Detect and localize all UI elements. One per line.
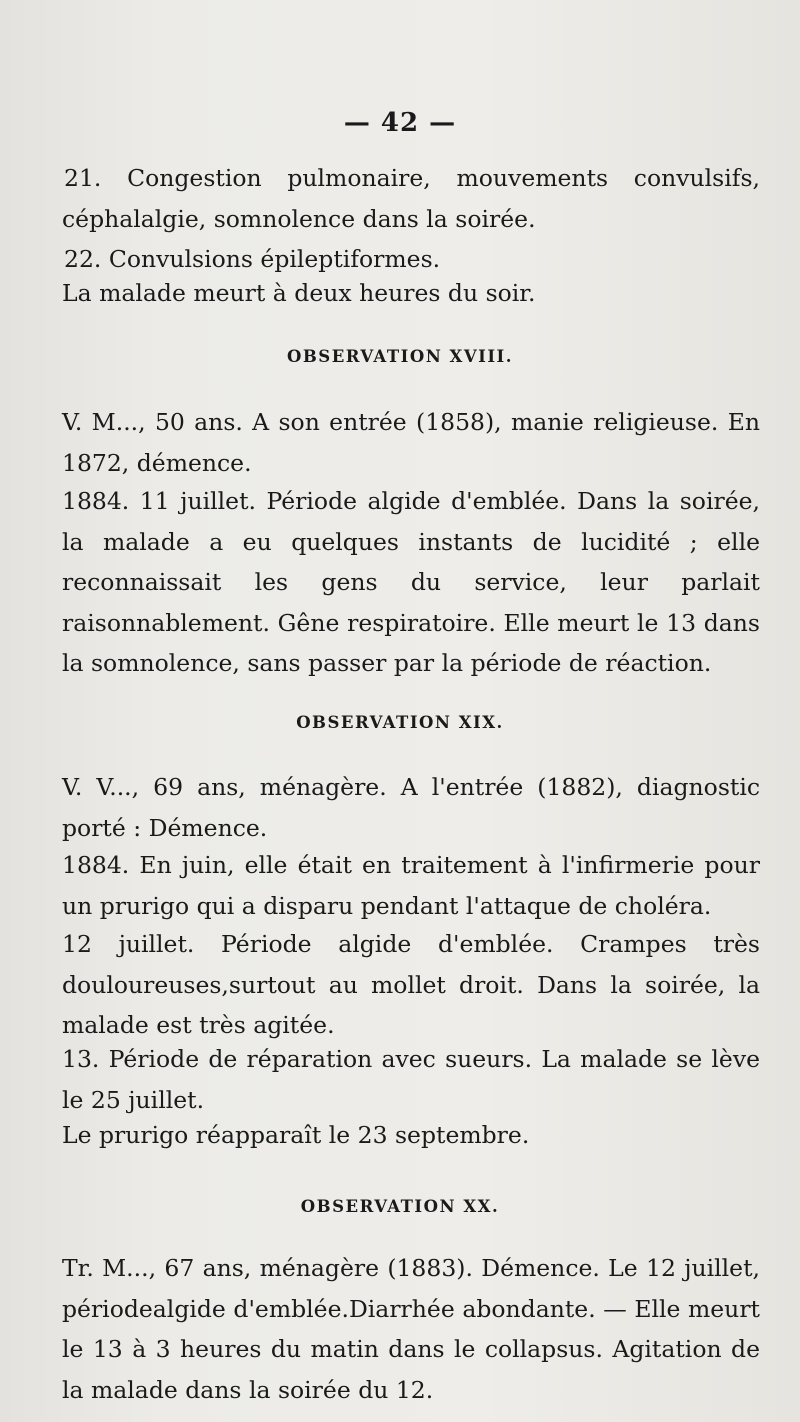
paragraph-text: Le prurigo réapparaît le 23 septembre. <box>62 1121 530 1149</box>
paragraph-xviii-intro <box>62 402 760 483</box>
paragraph-text: Tr. M..., 67 ans, ménagère (1883). Démence. Le 12 juillet, périodealgide d'emblée.Diarrhée abondante. — Elle meurt le 13 à 3 heures du matin dans le collapsus. Agitation de la malade dans la soirée du 12. <box>62 1254 760 1404</box>
paragraph-xix-prurigo <box>62 1115 760 1156</box>
paragraph-xviii-1884 <box>62 481 760 684</box>
paragraph-death-21 <box>62 273 760 314</box>
heading-observation-xviii: OBSERVATION XVIII. <box>286 347 514 366</box>
paragraph-xx <box>62 1248 760 1410</box>
paragraph-text: 1884. 11 juillet. Période algide d'emblée. Dans la soirée, la malade a eu quelques instants de lucidité ; elle reconnaissait les gens du service, leur parlait raisonnablement. Gêne respiratoire. Elle meurt le 13 dans la somnolence, sans passer par la période de réaction. <box>62 487 760 677</box>
heading-observation-xix: OBSERVATION XIX. <box>296 713 504 732</box>
paragraph-text: 1884. En juin, elle était en traitement à l'infirmerie pour un prurigo qui a disparu pendant l'attaque de choléra. <box>62 851 760 920</box>
paragraph-xix-12-juillet <box>62 924 760 1046</box>
paragraph-text: La malade meurt à deux heures du soir. <box>62 279 536 307</box>
page-number: — 42 — <box>343 108 457 138</box>
paragraph-text: 22. Convulsions épileptiformes. <box>64 245 441 273</box>
paragraph-xix-intro <box>62 767 760 848</box>
paragraph-text: 21. Congestion pulmonaire, mouvements convulsifs, céphalalgie, somnolence dans la soirée. <box>62 164 760 233</box>
heading-observation-xx: OBSERVATION XX. <box>300 1197 500 1216</box>
paragraph-text: 12 juillet. Période algide d'emblée. Crampes très douloureuses,surtout au mollet droit. Dans la soirée, la malade est très agitée. <box>62 930 760 1039</box>
paragraph-xix-13 <box>62 1039 760 1120</box>
paragraph-text: V. M..., 50 ans. A son entrée (1858), manie religieuse. En 1872, démence. <box>62 408 760 477</box>
paragraph-21 <box>62 158 760 239</box>
paragraph-text: V. V..., 69 ans, ménagère. A l'entrée (1882), diagnostic porté : Démence. <box>62 773 760 842</box>
paragraph-text: 13. Période de réparation avec sueurs. La malade se lève le 25 juillet. <box>62 1045 760 1114</box>
paragraph-xix-1884 <box>62 845 760 926</box>
